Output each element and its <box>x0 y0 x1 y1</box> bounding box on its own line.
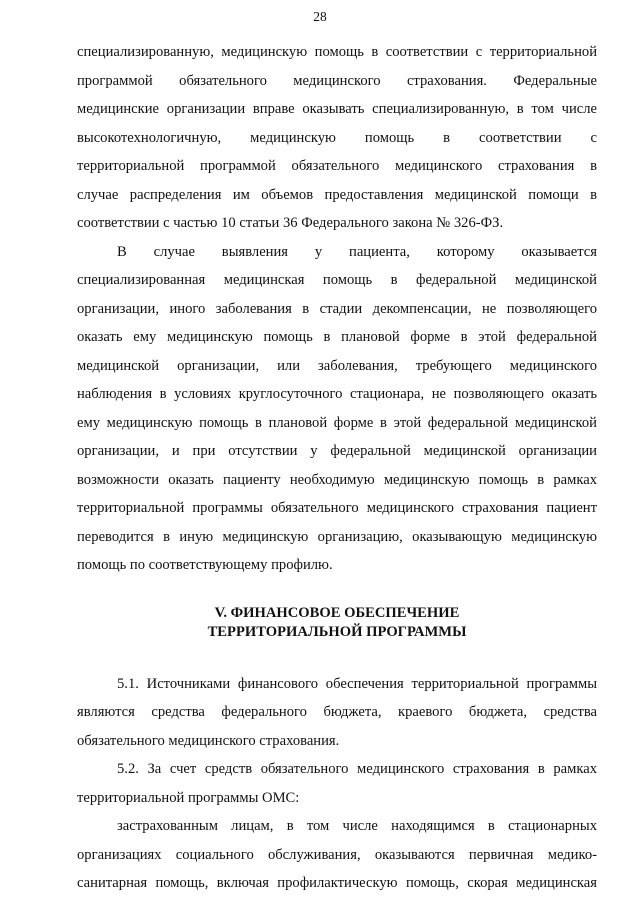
section-heading-line-2: ТЕРРИТОРИАЛЬНОЙ ПРОГРАММЫ <box>207 623 467 640</box>
text-line: территориальной программы ОМС: <box>77 789 300 806</box>
paragraph-p5 <box>77 812 597 898</box>
text-line: обязательного медицинского страхования. <box>77 732 340 749</box>
paragraph-p1 <box>77 38 597 238</box>
text-line: высокотехнологичную, медицинскую помощь в соответствии с <box>77 129 597 146</box>
paragraphs-after-heading <box>77 670 597 898</box>
paragraph-p4 <box>77 755 597 812</box>
text-line: ему медицинскую помощь в плановой форме в этой федеральной медицинской <box>77 414 597 431</box>
paragraphs-before-heading <box>77 38 597 580</box>
text-line: специализированную, медицинскую помощь в соответствии с территориальной <box>77 44 597 60</box>
text-line: территориальной программы обязательного медицинского страхования пациент <box>77 500 597 516</box>
text-line: наблюдения в условиях круглосуточного стационара, не позволяющего оказать <box>77 386 597 402</box>
text-line: программой обязательного медицинского страхования. Федеральные <box>77 72 597 89</box>
text-line: 5.1. Источниками финансового обеспечения территориальной программы <box>117 675 597 692</box>
text-line: территориальной программой обязательного медицинского страхования в <box>77 158 597 174</box>
text-line: В случае выявления у пациента, которому оказывается <box>117 243 597 260</box>
document-body <box>77 38 597 898</box>
text-line: застрахованным лицам, в том числе находящимся в стационарных <box>117 818 597 834</box>
text-line: организациях социального обслуживания, оказываются первичная медико- <box>77 846 597 863</box>
section-heading-line-1: V. ФИНАНСОВОЕ ОБЕСПЕЧЕНИЕ <box>214 604 460 621</box>
section-heading <box>77 604 597 642</box>
text-line: оказать ему медицинскую помощь в плановой форме в этой федеральной <box>77 329 597 345</box>
text-line: являются средства федерального бюджета, краевого бюджета, средства <box>77 704 597 720</box>
text-line: медицинской организации, или заболевания, требующего медицинского <box>77 357 597 374</box>
paragraph-p2 <box>77 238 597 580</box>
paragraph-p3 <box>77 670 597 756</box>
text-line: случае распределения им объемов предоставления медицинской помощи в <box>77 186 597 203</box>
text-line: переводится в иную медицинскую организацию, оказывающую медицинскую <box>77 528 597 545</box>
text-line: 5.2. За счет средств обязательного медицинского страхования в рамках <box>117 761 597 777</box>
text-line: соответствии с частью 10 статьи 36 Федерального закона № 326-ФЗ. <box>77 215 504 231</box>
text-line: специализированная медицинская помощь в федеральной медицинской <box>77 272 597 288</box>
page-number: 28 <box>313 9 327 24</box>
text-line: медицинские организации вправе оказывать специализированную, в том числе <box>77 101 597 117</box>
text-line: помощь по соответствующему профилю. <box>77 557 333 573</box>
text-line: возможности оказать пациенту необходимую медицинскую помощь в рамках <box>77 471 597 488</box>
text-line: организации, иного заболевания в стадии декомпенсации, не позволяющего <box>77 300 597 317</box>
text-line: организации, и при отсутствии у федеральной медицинской организации <box>77 443 597 459</box>
text-line: санитарная помощь, включая профилактическую помощь, скорая медицинская <box>77 875 597 891</box>
